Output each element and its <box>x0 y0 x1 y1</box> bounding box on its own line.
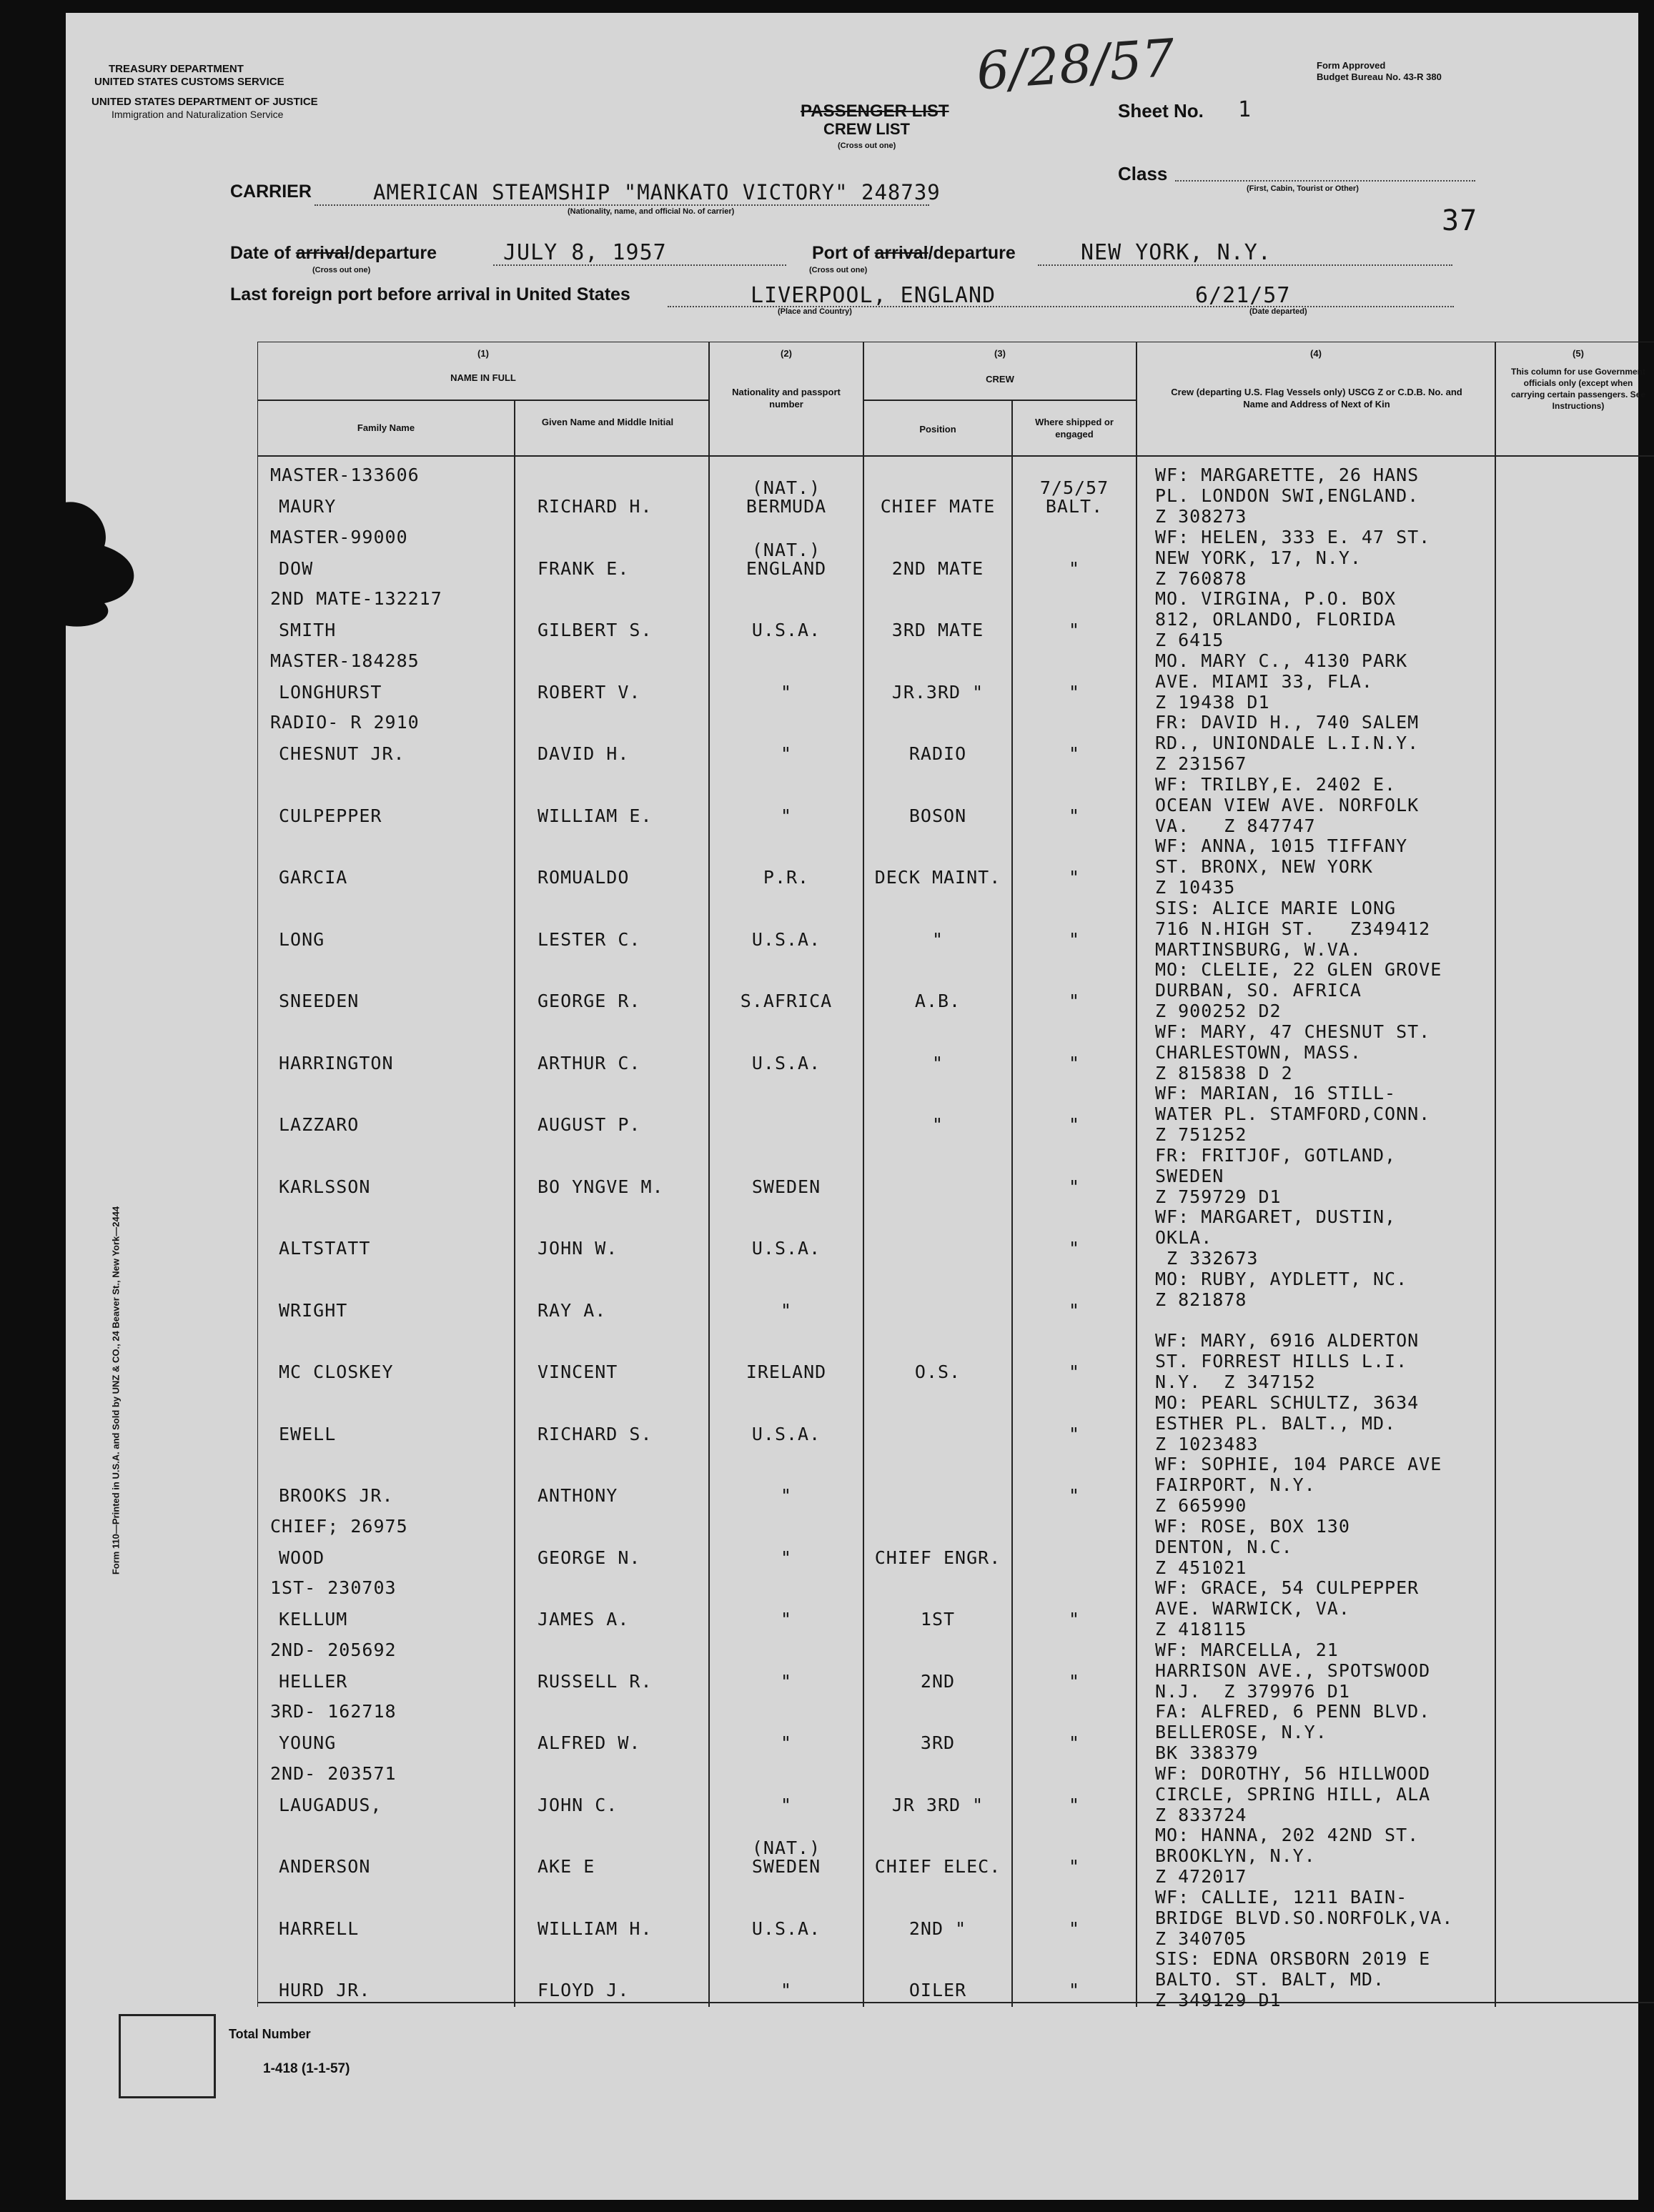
where-shipped: BALT. <box>1045 496 1104 517</box>
col3a-title: Position <box>919 424 956 435</box>
position: OILER <box>908 1980 967 2000</box>
next-of-kin: WF: SOPHIE, 104 PARCE AVE FAIRPORT, N.Y. Z 665990 <box>1155 1454 1442 1516</box>
form-approved: Form Approved <box>1317 60 1386 71</box>
where-shipped: " <box>1068 1114 1081 1135</box>
table-row <box>257 1887 1654 1949</box>
next-of-kin: WF: MARCELLA, 21 HARRISON AVE., SPOTSWOOD N.J. Z 379976 D1 <box>1155 1639 1431 1702</box>
nationality: S.AFRICA <box>740 991 833 1011</box>
cross-out-note: (Cross out one) <box>838 142 896 150</box>
next-of-kin: WF: MARGARETTE, 26 HANS PL. LONDON SWI,ENGLAND. Z 308273 <box>1155 465 1420 527</box>
where-shipped: " <box>1068 1238 1081 1259</box>
family-name: DOW <box>279 557 314 579</box>
nationality: BERMUDA <box>746 496 827 517</box>
treasury-dept: TREASURY DEPARTMENT <box>109 63 244 75</box>
nationality: " <box>780 681 793 703</box>
ins-service: Immigration and Naturalization Service <box>112 109 284 120</box>
position: JR 3RD " <box>891 1794 984 1815</box>
justice-dept: UNITED STATES DEPARTMENT OF JUSTICE <box>91 96 318 108</box>
nationality: " <box>780 805 793 826</box>
nationality: U.S.A. <box>751 620 821 640</box>
family-name: SMITH <box>279 620 337 640</box>
nationality-note: (NAT.) <box>751 539 821 560</box>
given-name: AKE E <box>538 1856 595 1877</box>
col1-title: NAME IN FULL <box>450 372 516 383</box>
position: 2ND <box>920 1670 956 1692</box>
next-of-kin: MO: HANNA, 202 42ND ST. BROOKLYN, N.Y. Z 472017 <box>1155 1825 1420 1887</box>
given-name: FRANK E. <box>538 557 630 579</box>
port-value: NEW YORK, N.Y. <box>1081 240 1272 265</box>
given-name: ROBERT V. <box>538 681 641 703</box>
license-number: 1ST- 230703 <box>270 1577 397 1598</box>
position: 1ST <box>920 1609 956 1630</box>
crew-table <box>257 342 1654 2010</box>
col1-number: (1) <box>477 348 489 359</box>
nationality: SWEDEN <box>751 1856 821 1877</box>
place-note: (Place and Country) <box>778 307 852 316</box>
date-value: JULY 8, 1957 <box>503 240 667 265</box>
where-shipped: " <box>1068 867 1081 888</box>
table-row <box>257 650 1654 713</box>
given-name: RICHARD H. <box>538 496 653 517</box>
where-shipped: " <box>1068 1423 1081 1444</box>
nationality: " <box>780 1794 793 1815</box>
where-shipped: " <box>1068 991 1081 1011</box>
given-name: GEORGE N. <box>538 1547 641 1568</box>
table-row <box>257 898 1654 960</box>
where-shipped: " <box>1068 1794 1081 1815</box>
family-name: CULPEPPER <box>279 805 382 826</box>
class-line <box>1175 180 1475 182</box>
next-of-kin: SIS: ALICE MARIE LONG 716 N.HIGH ST. Z349412 MARTINSBURG, W.VA. <box>1155 897 1431 960</box>
page-stamp: 37 <box>1442 204 1478 237</box>
nationality: U.S.A. <box>751 928 821 950</box>
nationality-note: (NAT.) <box>751 477 821 498</box>
nationality: SWEDEN <box>751 1176 821 1197</box>
last-port-value: LIVERPOOL, ENGLAND <box>751 283 996 308</box>
budget-bureau: Budget Bureau No. 43-R 380 <box>1317 71 1442 82</box>
given-name: JOHN C. <box>538 1794 618 1815</box>
carrier-label: CARRIER <box>230 182 312 202</box>
col1a-title: Family Name <box>357 422 415 433</box>
nationality: " <box>780 1980 793 2000</box>
position: 2ND " <box>908 1918 967 1939</box>
where-shipped: " <box>1068 1670 1081 1692</box>
col2-title: Nationality and passport number <box>732 387 841 410</box>
given-name: RUSSELL R. <box>538 1670 653 1692</box>
next-of-kin: MO: PEARL SCHULTZ, 3634 ESTHER PL. BALT., MD. Z 1023483 <box>1155 1392 1420 1454</box>
next-of-kin: SIS: EDNA ORSBORN 2019 E BALTO. ST. BALT, MD. Z 349129 D1 <box>1155 1948 1431 2010</box>
table-row <box>257 1825 1654 1887</box>
position: O.S. <box>914 1362 961 1382</box>
position: DECK MAINT. <box>874 867 1001 888</box>
passenger-list-struck: PASSENGER LIST <box>801 101 949 121</box>
family-name: ALTSTATT <box>279 1238 371 1259</box>
where-shipped: " <box>1068 557 1081 579</box>
torn-edge <box>61 496 162 632</box>
given-name: JAMES A. <box>538 1609 630 1630</box>
col5-number: (5) <box>1573 348 1584 359</box>
next-of-kin: WF: HELEN, 333 E. 47 ST. NEW YORK, 17, N.Y. Z 760878 <box>1155 526 1431 589</box>
nationality: " <box>780 1299 793 1321</box>
table-row <box>257 835 1654 898</box>
col5-title: This column for use Government officials only (except when carrying certain passengers. See Instructions) <box>1510 367 1646 411</box>
next-of-kin: WF: ANNA, 1015 TIFFANY ST. BRONX, NEW YORK Z 10435 <box>1155 835 1408 898</box>
given-name: WILLIAM E. <box>538 805 653 826</box>
where-shipped: " <box>1068 1918 1081 1939</box>
col4-number: (4) <box>1310 348 1322 359</box>
nationality: IRELAND <box>746 1362 827 1382</box>
position: CHIEF ENGR. <box>874 1547 1001 1568</box>
family-name: LONG <box>279 928 325 950</box>
family-name: KELLUM <box>279 1609 348 1630</box>
nationality: " <box>780 1547 793 1568</box>
shipped-date: 7/5/57 <box>1039 477 1109 498</box>
next-of-kin: FR: DAVID H., 740 SALEM RD., UNIONDALE L.I.N.Y. Z 231567 <box>1155 712 1420 774</box>
nationality: U.S.A. <box>751 1052 821 1073</box>
given-name: GEORGE R. <box>538 991 641 1011</box>
family-name: BROOKS JR. <box>279 1485 394 1506</box>
where-shipped: " <box>1068 928 1081 950</box>
license-number: MASTER-184285 <box>270 650 420 671</box>
given-name: ALFRED W. <box>538 1732 641 1753</box>
sheet-number: 1 <box>1238 97 1252 122</box>
col4-title: Crew (departing U.S. Flag Vessels only) USCG Z or C.D.B. No. and Name and Address of Next of Kin <box>1171 387 1462 410</box>
table-row <box>257 1701 1654 1763</box>
nationality: U.S.A. <box>751 1918 821 1939</box>
col1b-title: Given Name and Middle Initial <box>541 417 674 427</box>
date-cross-note: (Cross out one) <box>312 266 371 274</box>
table-row <box>257 1392 1654 1454</box>
nationality: " <box>780 1609 793 1630</box>
col3-number: (3) <box>994 348 1006 359</box>
given-name: BO YNGVE M. <box>538 1176 664 1197</box>
next-of-kin: WF: MARY, 6916 ALDERTON ST. FORREST HILLS L.I. N.Y. Z 347152 <box>1155 1330 1420 1392</box>
col3-title: CREW <box>986 374 1014 385</box>
given-name: ANTHONY <box>538 1485 618 1506</box>
table-row <box>257 1206 1654 1269</box>
license-number: 2ND- 203571 <box>270 1762 397 1784</box>
where-shipped: " <box>1068 1732 1081 1753</box>
given-name: WILLIAM H. <box>538 1918 653 1939</box>
where-shipped: " <box>1068 1609 1081 1630</box>
license-number: 2ND MATE-132217 <box>270 588 442 609</box>
table-row <box>257 1145 1654 1207</box>
port-cross-note: (Cross out one) <box>809 266 868 274</box>
side-print: Form 110—Printed in U.S.A. and Sold by UNZ & CO., 24 Beaver St., New York—2444 <box>110 1206 122 1575</box>
given-name: RICHARD S. <box>538 1423 653 1444</box>
position: BOSON <box>908 805 967 826</box>
position: JR.3RD " <box>891 681 984 703</box>
given-name: GILBERT S. <box>538 620 653 640</box>
family-name: ANDERSON <box>279 1856 371 1877</box>
class-note: (First, Cabin, Tourist or Other) <box>1247 184 1359 193</box>
next-of-kin: WF: TRILBY,E. 2402 E. OCEAN VIEW AVE. NORFOLK VA. Z 847747 <box>1155 773 1420 836</box>
given-name: LESTER C. <box>538 928 641 950</box>
nationality: " <box>780 1485 793 1506</box>
family-name: CHESNUT JR. <box>279 743 405 764</box>
family-name: HURD JR. <box>279 1980 371 2000</box>
family-name: LONGHURST <box>279 681 382 703</box>
given-name: VINCENT <box>538 1362 618 1382</box>
table-row <box>257 1083 1654 1145</box>
next-of-kin: WF: ROSE, BOX 130 DENTON, N.C. Z 451021 <box>1155 1515 1350 1578</box>
family-name: WRIGHT <box>279 1299 348 1321</box>
table-row <box>257 1763 1654 1825</box>
table-row <box>257 1640 1654 1702</box>
table-row <box>257 1021 1654 1083</box>
where-shipped: " <box>1068 1176 1081 1197</box>
nationality: U.S.A. <box>751 1238 821 1259</box>
table-row <box>257 959 1654 1021</box>
date-label: Date of arrival/departure <box>230 243 437 263</box>
table-row <box>257 1577 1654 1640</box>
family-name: MAURY <box>279 496 337 517</box>
crew-list-form <box>66 13 1646 2200</box>
table-row <box>257 1948 1654 2010</box>
position: 2ND MATE <box>891 557 984 579</box>
family-name: SNEEDEN <box>279 991 360 1011</box>
nationality: P.R. <box>763 867 810 888</box>
table-row <box>257 712 1654 774</box>
position: 3RD MATE <box>891 620 984 640</box>
license-number: RADIO- R 2910 <box>270 712 420 733</box>
nationality: " <box>780 1670 793 1692</box>
position: RADIO <box>908 743 967 764</box>
position: CHIEF MATE <box>880 496 996 517</box>
table-row <box>257 1269 1654 1331</box>
position: A.B. <box>914 991 961 1011</box>
table-row <box>257 774 1654 836</box>
given-name: FLOYD J. <box>538 1980 630 2000</box>
position: " <box>931 928 944 950</box>
given-name: ARTHUR C. <box>538 1052 641 1073</box>
next-of-kin: WF: GRACE, 54 CULPEPPER AVE. WARWICK, VA. Z 418115 <box>1155 1577 1420 1640</box>
next-of-kin: WF: DOROTHY, 56 HILLWOOD CIRCLE, SPRING HILL, ALA Z 833724 <box>1155 1762 1431 1825</box>
where-shipped: " <box>1068 1856 1081 1877</box>
family-name: LAZZARO <box>279 1114 360 1135</box>
position: " <box>931 1114 944 1135</box>
family-name: GARCIA <box>279 867 348 888</box>
nationality-note: (NAT.) <box>751 1837 821 1858</box>
class-label: Class <box>1118 163 1168 184</box>
carrier-note: (Nationality, name, and official No. of carrier) <box>568 207 735 216</box>
position: 3RD <box>920 1732 956 1753</box>
family-name: YOUNG <box>279 1732 337 1753</box>
table-row <box>257 527 1654 589</box>
next-of-kin: FA: ALFRED, 6 PENN BLVD. BELLEROSE, N.Y. BK 338379 <box>1155 1701 1431 1763</box>
family-name: KARLSSON <box>279 1176 371 1197</box>
license-number: MASTER-99000 <box>270 526 408 547</box>
next-of-kin: MO. MARY C., 4130 PARK AVE. MIAMI 33, FLA. Z 19438 D1 <box>1155 650 1408 713</box>
nationality: " <box>780 1732 793 1753</box>
where-shipped: " <box>1068 1485 1081 1506</box>
next-of-kin: WF: CALLIE, 1211 BAIN- BRIDGE BLVD.SO.NORFOLK,VA. Z 340705 <box>1155 1886 1454 1949</box>
next-of-kin: MO: RUBY, AYDLETT, NC. Z 821878 <box>1155 1268 1408 1310</box>
nationality: U.S.A. <box>751 1423 821 1444</box>
carrier-value: AMERICAN STEAMSHIP "MANKATO VICTORY" 248739 <box>373 180 941 204</box>
where-shipped: " <box>1068 743 1081 764</box>
position: " <box>931 1052 944 1073</box>
family-name: HARRELL <box>279 1918 360 1939</box>
handwritten-date: 6/28/57 <box>974 27 1177 101</box>
license-number: 3RD- 162718 <box>270 1701 397 1722</box>
where-shipped: " <box>1068 805 1081 826</box>
date-departed-note: (Date departed) <box>1249 307 1307 316</box>
table-row <box>257 1454 1654 1516</box>
license-number: MASTER-133606 <box>270 465 420 485</box>
family-name: HARRINGTON <box>279 1052 394 1073</box>
where-shipped: " <box>1068 1980 1081 2000</box>
next-of-kin: WF: MARY, 47 CHESNUT ST. CHARLESTOWN, MASS. Z 815838 D 2 <box>1155 1021 1431 1083</box>
family-name: MC CLOSKEY <box>279 1362 394 1382</box>
sheet-label: Sheet No. <box>1118 100 1204 121</box>
family-name: EWELL <box>279 1423 337 1444</box>
next-of-kin: WF: MARGARET, DUSTIN, OKLA. Z 332673 <box>1155 1206 1397 1269</box>
date-departed: 6/21/57 <box>1195 283 1291 308</box>
col2-number: (2) <box>781 348 792 359</box>
port-label: Port of arrival/departure <box>812 243 1016 263</box>
customs-service: UNITED STATES CUSTOMS SERVICE <box>94 76 284 88</box>
where-shipped: " <box>1068 620 1081 640</box>
where-shipped: " <box>1068 1299 1081 1321</box>
given-name: AUGUST P. <box>538 1114 641 1135</box>
total-label: Total Number <box>229 2027 311 2041</box>
where-shipped: " <box>1068 681 1081 703</box>
next-of-kin: MO. VIRGINA, P.O. BOX 812, ORLANDO, FLORIDA Z 6415 <box>1155 588 1397 650</box>
where-shipped: " <box>1068 1362 1081 1382</box>
nationality: " <box>780 743 793 764</box>
total-box[interactable] <box>119 2014 216 2098</box>
col3b-title: Where shipped or engaged <box>1035 417 1114 440</box>
position: CHIEF ELEC. <box>874 1856 1001 1877</box>
family-name: LAUGADUS, <box>279 1794 382 1815</box>
license-number: CHIEF; 26975 <box>270 1515 408 1537</box>
form-number: 1-418 (1-1-57) <box>263 2061 350 2076</box>
given-name: ROMUALDO <box>538 867 630 888</box>
carrier-line <box>315 204 929 206</box>
license-number: 2ND- 205692 <box>270 1639 397 1660</box>
given-name: JOHN W. <box>538 1238 618 1259</box>
family-name: WOOD <box>279 1547 325 1568</box>
table-row <box>257 588 1654 650</box>
family-name: HELLER <box>279 1670 348 1692</box>
given-name: RAY A. <box>538 1299 607 1321</box>
next-of-kin: FR: FRITJOF, GOTLAND, SWEDEN Z 759729 D1 <box>1155 1144 1397 1207</box>
next-of-kin: MO: CLELIE, 22 GLEN GROVE DURBAN, SO. AFRICA Z 900252 D2 <box>1155 959 1442 1021</box>
given-name: DAVID H. <box>538 743 630 764</box>
where-shipped: " <box>1068 1052 1081 1073</box>
next-of-kin: WF: MARIAN, 16 STILL- WATER PL. STAMFORD,CONN. Z 751252 <box>1155 1083 1431 1145</box>
nationality: ENGLAND <box>746 557 827 579</box>
table-row <box>257 1330 1654 1392</box>
table-row <box>257 465 1654 527</box>
last-port-label: Last foreign port before arrival in United States <box>230 284 630 304</box>
crew-list-title: CREW LIST <box>823 120 910 138</box>
table-row <box>257 1516 1654 1578</box>
